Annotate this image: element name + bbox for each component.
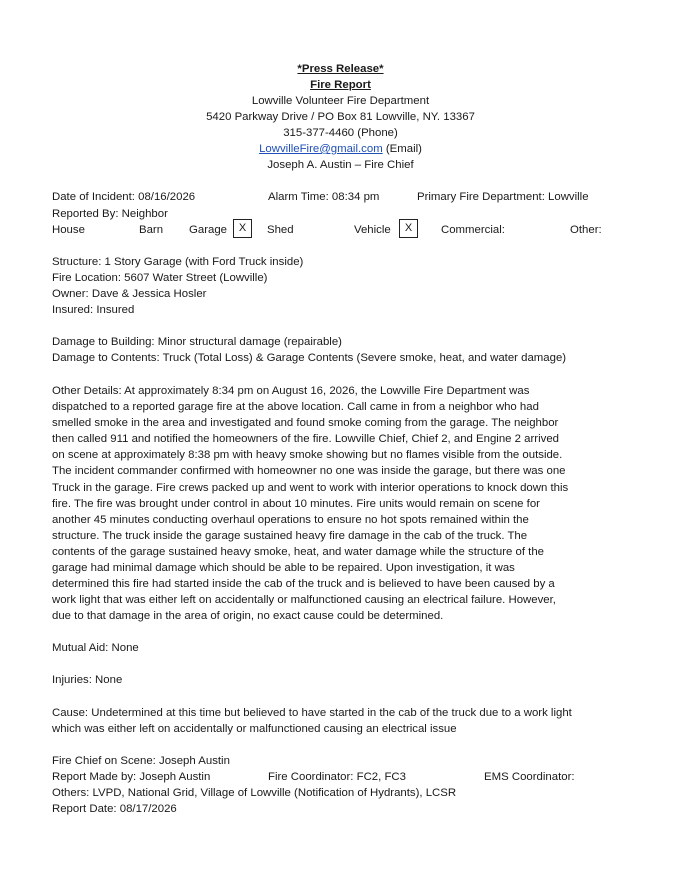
chief-on-scene: Fire Chief on Scene: Joseph Austin	[52, 755, 230, 767]
report-date: Report Date: 08/17/2026	[52, 803, 177, 815]
details-line: on scene at approximately 8:38 pm with heavy smoke showing but no flames visible from the outside.	[52, 449, 563, 462]
details-line: determined this fire had started inside the cab of the truck and is believed to have been caused by a	[52, 578, 555, 591]
details-line: smelled smoke in the area and investigated and found smoke coming from the garage. The neighbor	[52, 417, 559, 430]
email-suffix: (Email)	[382, 143, 422, 155]
details-line: dispatched to a reported garage fire at the above location. Call came in from a neighbor who had	[52, 401, 539, 414]
fire-location: Fire Location: 5607 Water Street (Lowville)	[52, 272, 268, 284]
press-release-heading: *Press Release*	[297, 63, 384, 75]
report-made-by: Report Made by: Joseph Austin	[52, 771, 211, 783]
structure-line: Structure: 1 Story Garage (with Ford Truck inside)	[52, 256, 304, 268]
mutual-aid: Mutual Aid: None	[52, 642, 139, 654]
damage-to-contents: Damage to Contents: Truck (Total Loss) & Garage Contents (Severe smoke, heat, and water damage)	[52, 352, 567, 364]
details-line: contents of the garage sustained heavy smoke, heat, and water damage while the structure of the	[52, 545, 544, 558]
other-details-paragraph	[52, 383, 607, 624]
others-notified: Others: LVPD, National Grid, Village of Lowville (Notification of Hydrants), LCSR	[52, 787, 457, 799]
details-line: structure. The truck inside the garage sustained heavy fire damage in the cab of the truck. The	[52, 529, 528, 542]
type-commercial: Commercial:	[441, 224, 505, 236]
primary-fire-department: Primary Fire Department: Lowville	[417, 191, 589, 203]
alarm-time: Alarm Time: 08:34 pm	[268, 191, 380, 203]
department-address: 5420 Parkway Drive / PO Box 81 Lowville, NY. 13367	[206, 111, 475, 123]
details-line: work light that was either left on accidentally or malfunctioned causing an electrical failure. However,	[52, 594, 556, 607]
department-phone: 315-377-4460 (Phone)	[283, 127, 398, 139]
injuries: Injuries: None	[52, 674, 123, 686]
garage-checkbox: X	[233, 219, 252, 238]
vehicle-checkbox: X	[399, 219, 418, 238]
details-line: The incident commander confirmed with homeowner no one was inside the garage, but there was one	[52, 465, 566, 478]
type-garage: Garage	[189, 224, 227, 236]
insured-line: Insured: Insured	[52, 304, 135, 316]
cause-paragraph	[52, 705, 607, 737]
date-of-incident: Date of Incident: 08/16/2026	[52, 191, 196, 203]
fire-chief-line: Joseph A. Austin – Fire Chief	[267, 159, 414, 171]
type-other: Other:	[570, 224, 602, 236]
department-name: Lowville Volunteer Fire Department	[251, 95, 430, 107]
details-line: Truck in the garage. Fire crews packed up and went to work with interior operations to knock down this	[52, 481, 569, 494]
type-shed: Shed	[267, 224, 294, 236]
damage-to-building: Damage to Building: Minor structural damage (repairable)	[52, 336, 342, 348]
details-line: then called 911 and notified the homeowners of the fire. Lowville Chief, Chief 2, and Engine 2 arrived	[52, 433, 559, 446]
reported-by: Reported By: Neighbor	[52, 208, 168, 220]
email-link[interactable]: LowvilleFire@gmail.com	[259, 143, 383, 155]
cause-line: Cause: Undetermined at this time but believed to have started in the cab of the truck due to a work light	[52, 707, 572, 719]
type-house: House	[52, 224, 85, 236]
department-email	[0, 141, 681, 157]
type-vehicle: Vehicle	[354, 224, 391, 236]
fire-coordinator: Fire Coordinator: FC2, FC3	[268, 771, 406, 783]
owner-line: Owner: Dave & Jessica Hosler	[52, 288, 207, 300]
details-line: garage had minimal damage which should be able to be repaired. Upon investigation, it was	[52, 562, 515, 575]
details-line: fire. The fire was brought under control in about 10 minutes. Fire units would remain on scene for	[52, 497, 540, 510]
details-line: another 45 minutes conducting overhaul operations to ensure no hot spots remained within the	[52, 513, 529, 526]
report-title: Fire Report	[310, 79, 371, 91]
cause-line: which was either left on accidentally or malfunctioned causing an electrical issue	[52, 723, 457, 736]
ems-coordinator: EMS Coordinator:	[484, 771, 575, 783]
details-line: due to that damage in the area of origin, no exact cause could be determined.	[52, 610, 444, 623]
type-barn: Barn	[139, 224, 164, 236]
details-line: Other Details: At approximately 8:34 pm on August 16, 2026, the Lowville Fire Department was	[52, 385, 530, 397]
